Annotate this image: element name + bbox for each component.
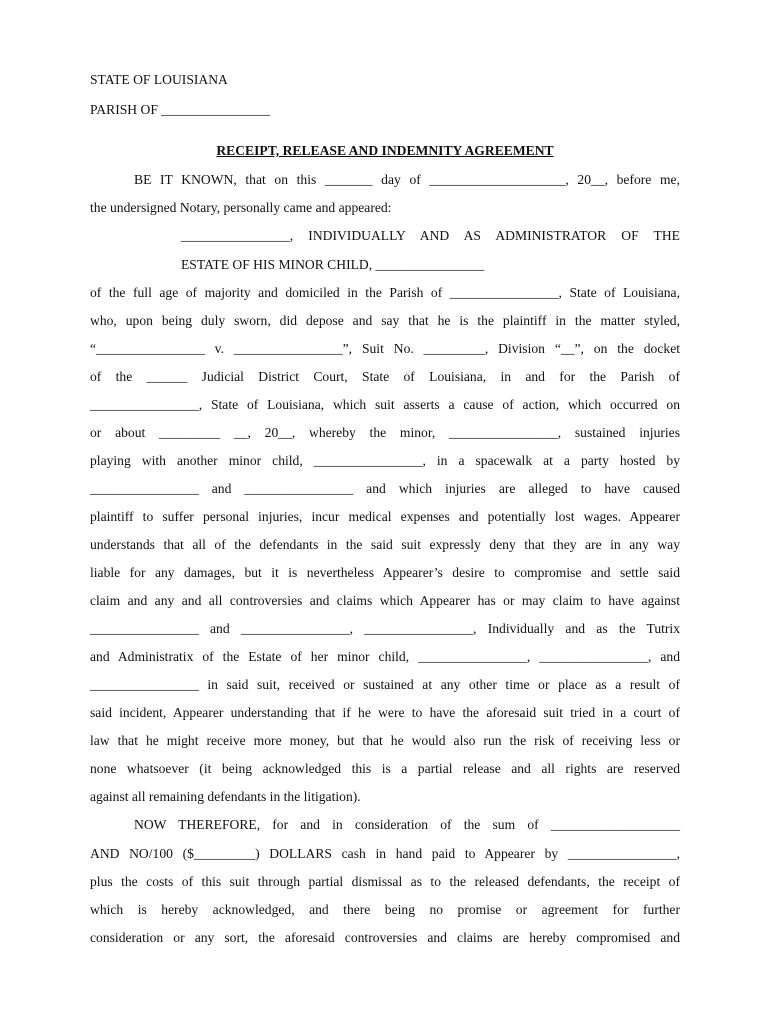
body-line: ________________ and ________________, ________________, Individually and as the Tutrix [90, 621, 680, 636]
body-line: ________________, INDIVIDUALLY AND AS ADMINISTRATOR OF THE [181, 228, 680, 243]
body-line: AND NO/100 ($_________) DOLLARS cash in hand paid to Appearer by ________________, [90, 846, 680, 861]
body-line: plus the costs of this suit through partial dismissal as to the released defendants, the receipt of [90, 874, 680, 889]
state-heading: STATE OF LOUISIANA [90, 72, 228, 87]
body-line: against all remaining defendants in the litigation). [90, 789, 361, 804]
body-line: BE IT KNOWN, that on this _______ day of ____________________, 20__, before me, [134, 172, 680, 187]
body-line: consideration or any sort, the aforesaid controversies and claims are hereby compromised and [90, 930, 680, 945]
body-line: none whatsoever (it being acknowledged this is a partial release and all rights are reserved [90, 761, 680, 776]
body-line: understands that all of the defendants in the said suit expressly deny that they are in any way [90, 537, 680, 552]
body-line: who, upon being duly sworn, did depose and say that he is the plaintiff in the matter styled, [90, 313, 680, 328]
document-title: RECEIPT, RELEASE AND INDEMNITY AGREEMENT [216, 143, 554, 158]
body-line: the undersigned Notary, personally came and appeared: [90, 200, 392, 215]
body-line: plaintiff to suffer personal injuries, incur medical expenses and potentially lost wages. Appearer [90, 509, 680, 524]
body-line: which is hereby acknowledged, and there being no promise or agreement for further [90, 902, 680, 917]
body-line: law that he might receive more money, but that he would also run the risk of receiving less or [90, 733, 680, 748]
body-line: ________________, State of Louisiana, which suit asserts a cause of action, which occurred on [90, 397, 680, 412]
body-line: ________________ in said suit, received or sustained at any other time or place as a result of [90, 677, 680, 692]
body-line: and Administratix of the Estate of her minor child, ________________, ________________, and [90, 649, 680, 664]
body-line: liable for any damages, but it is nevertheless Appearer’s desire to compromise and settle said [90, 565, 680, 580]
body-line: of the ______ Judicial District Court, State of Louisiana, in and for the Parish of [90, 369, 680, 384]
body-line: NOW THEREFORE, for and in consideration of the sum of ___________________ [134, 817, 680, 832]
body-line: or about _________ __, 20__, whereby the minor, ________________, sustained injuries [90, 425, 680, 440]
parish-heading: PARISH OF ________________ [90, 102, 271, 117]
body-line: claim and any and all controversies and claims which Appearer has or may claim to have against [90, 593, 680, 608]
body-line: playing with another minor child, ________________, in a spacewalk at a party hosted by [90, 453, 680, 468]
body-line: of the full age of majority and domiciled in the Parish of ________________, State of Louisiana, [90, 285, 680, 300]
body-line: ________________ and ________________ and which injuries are alleged to have caused [90, 481, 680, 496]
body-line: “________________ v. ________________”, Suit No. _________, Division “__”, on the docket [90, 341, 680, 356]
body-line: ESTATE OF HIS MINOR CHILD, ________________ [181, 257, 485, 272]
body-line: said incident, Appearer understanding that if he were to have the aforesaid suit tried in a court of [90, 705, 680, 720]
